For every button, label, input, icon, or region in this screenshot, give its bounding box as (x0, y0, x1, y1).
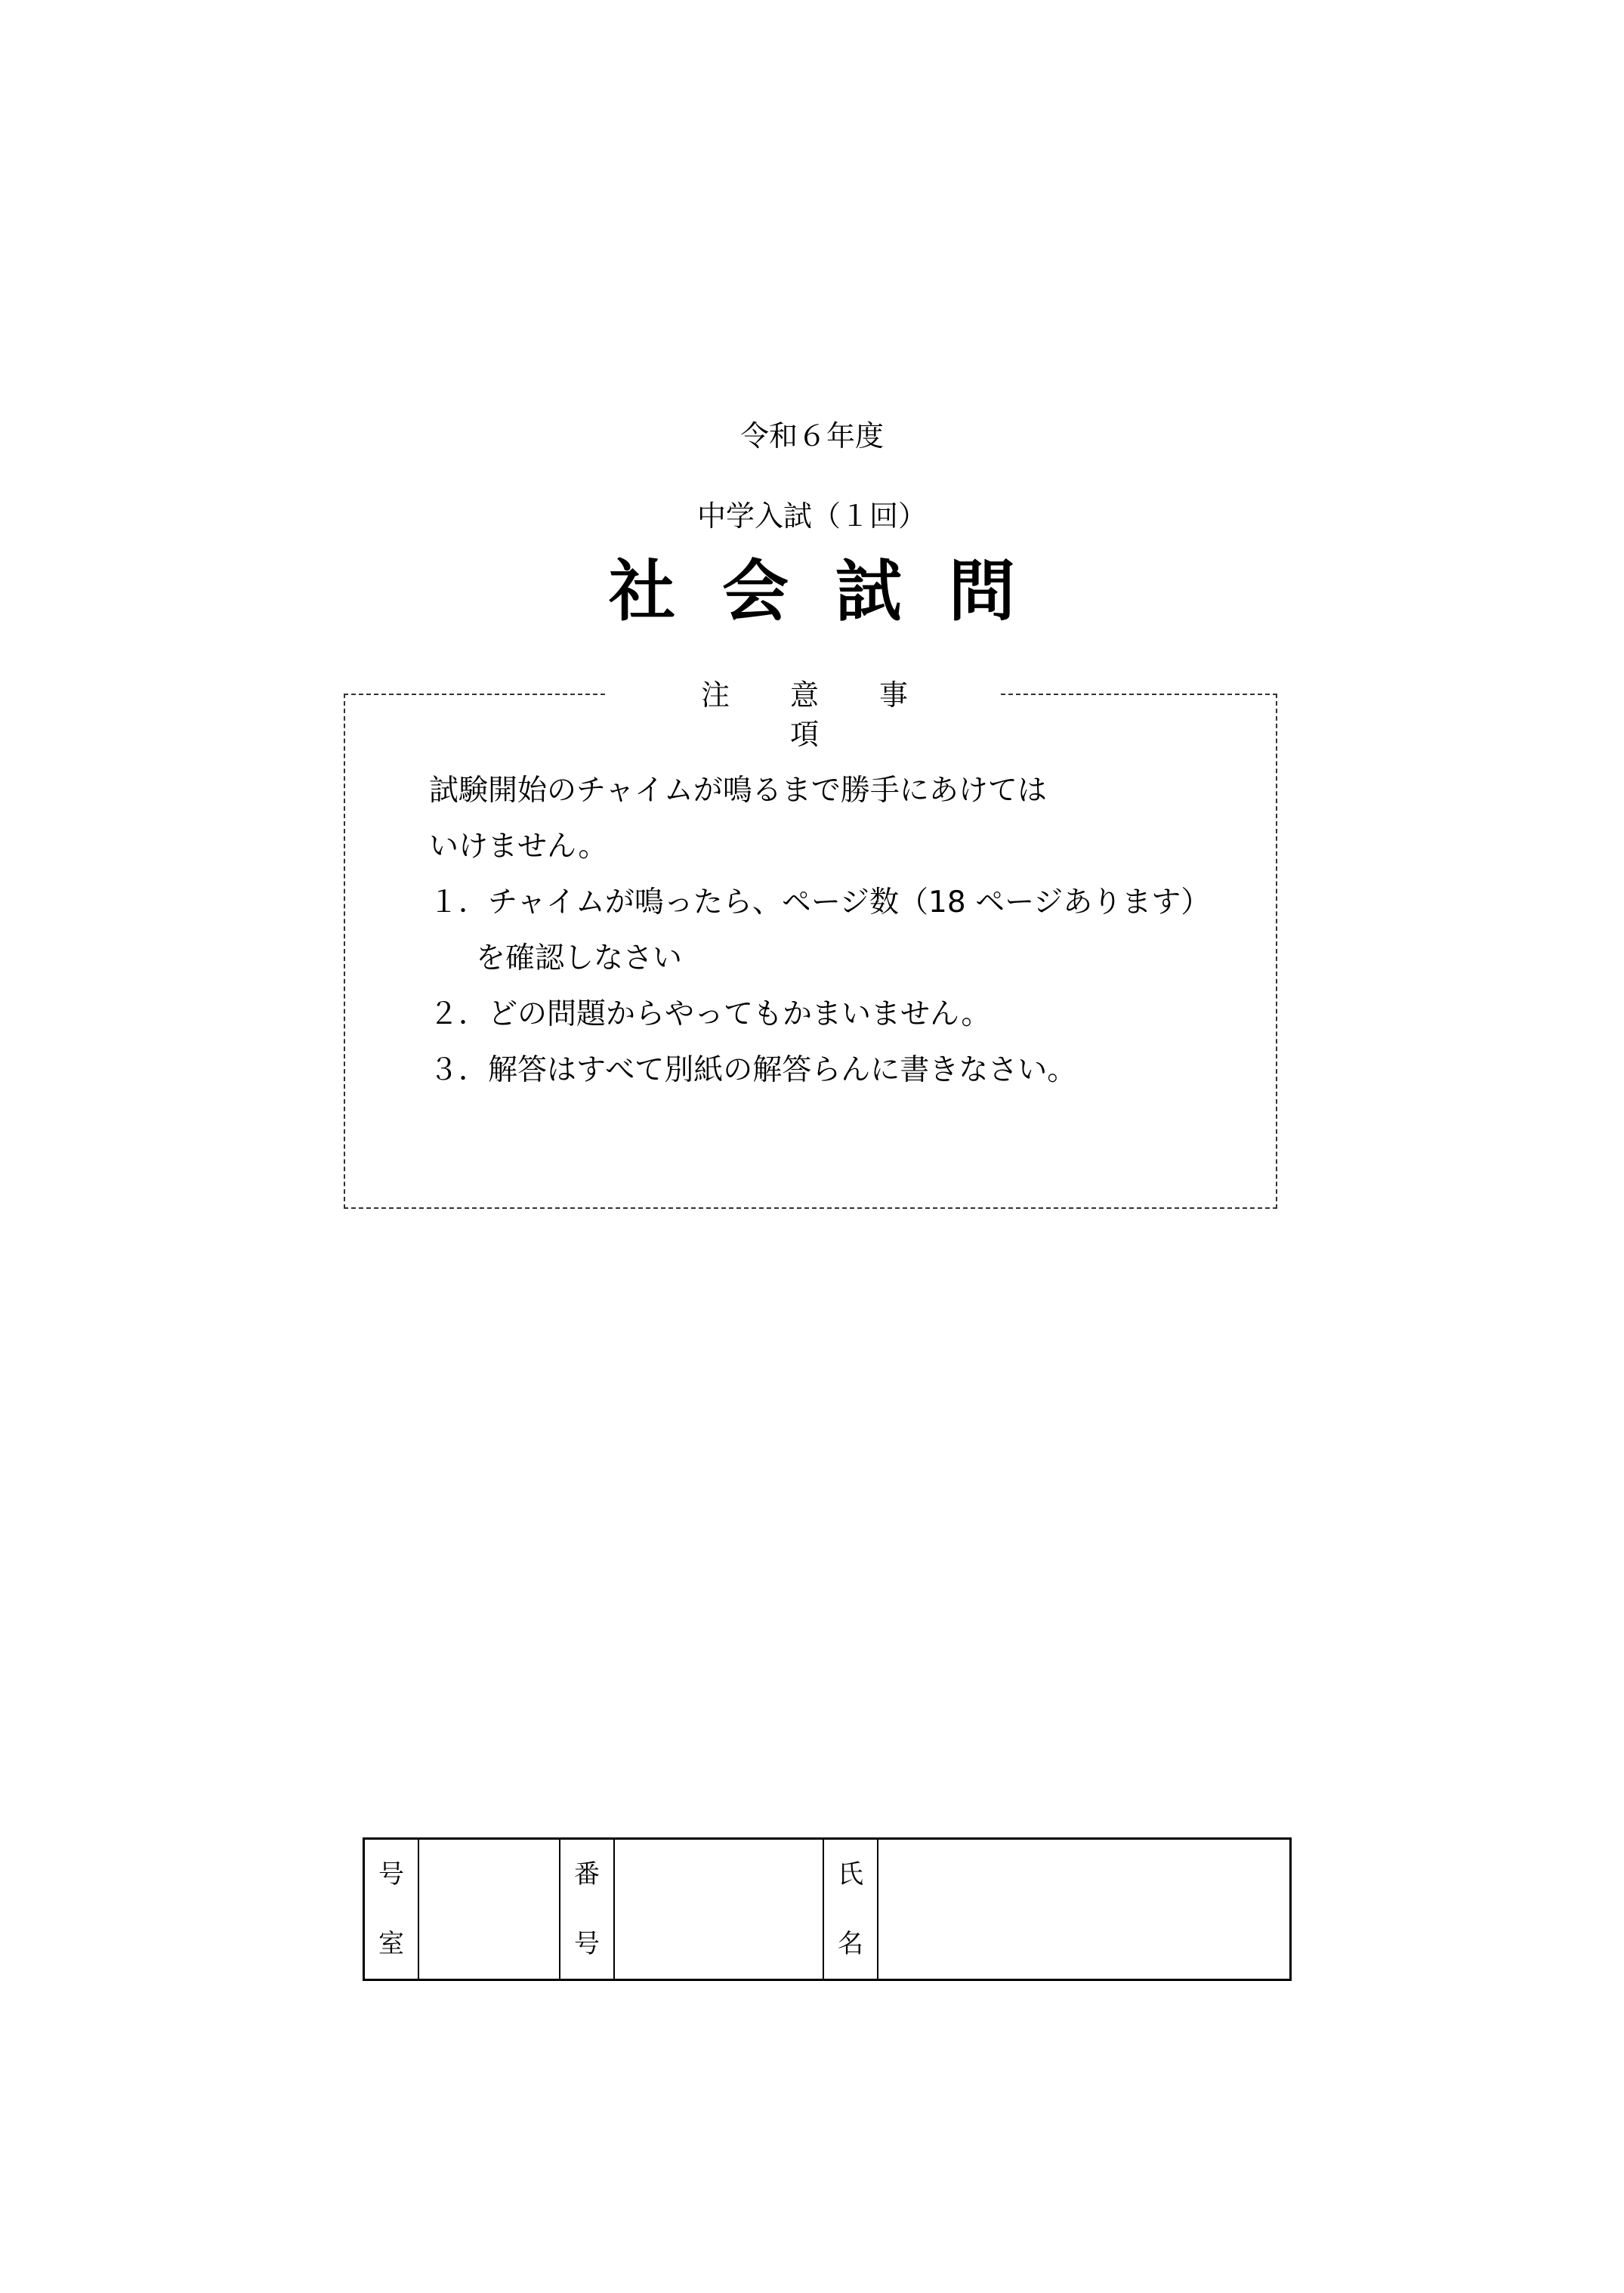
room-label: 号 室 (364, 1839, 419, 1980)
name-field[interactable] (878, 1839, 1291, 1980)
notice-item-1-continued: を確認しなさい (476, 941, 683, 975)
room-field[interactable] (418, 1839, 560, 1980)
notice-item-3: ３．解答はすべて別紙の解答らんに書きなさい。 (429, 1053, 1077, 1087)
number-field[interactable] (614, 1839, 823, 1980)
notice-title: 注意事項 (608, 675, 1001, 715)
notice-item-2: ２．どの問題からやってもかまいません。 (429, 997, 991, 1031)
student-id-table (363, 1837, 1292, 1981)
notice-line: いけません。 (429, 830, 608, 864)
name-label: 氏 名 (823, 1839, 878, 1980)
exam-name: 中学入試（１回） (696, 499, 927, 533)
subject-title: 社会試問 (608, 552, 1062, 630)
exam-era: 令和６年度 (739, 419, 884, 453)
notice-line: 試験開始のチャイムが鳴るまで勝手にあけては (429, 774, 1047, 808)
number-label: 番 号 (560, 1839, 614, 1980)
notice-item-1: １．チャイムが鳴ったら、ページ数（18 ページあります） (429, 885, 1211, 919)
notice-list (429, 763, 1267, 1099)
